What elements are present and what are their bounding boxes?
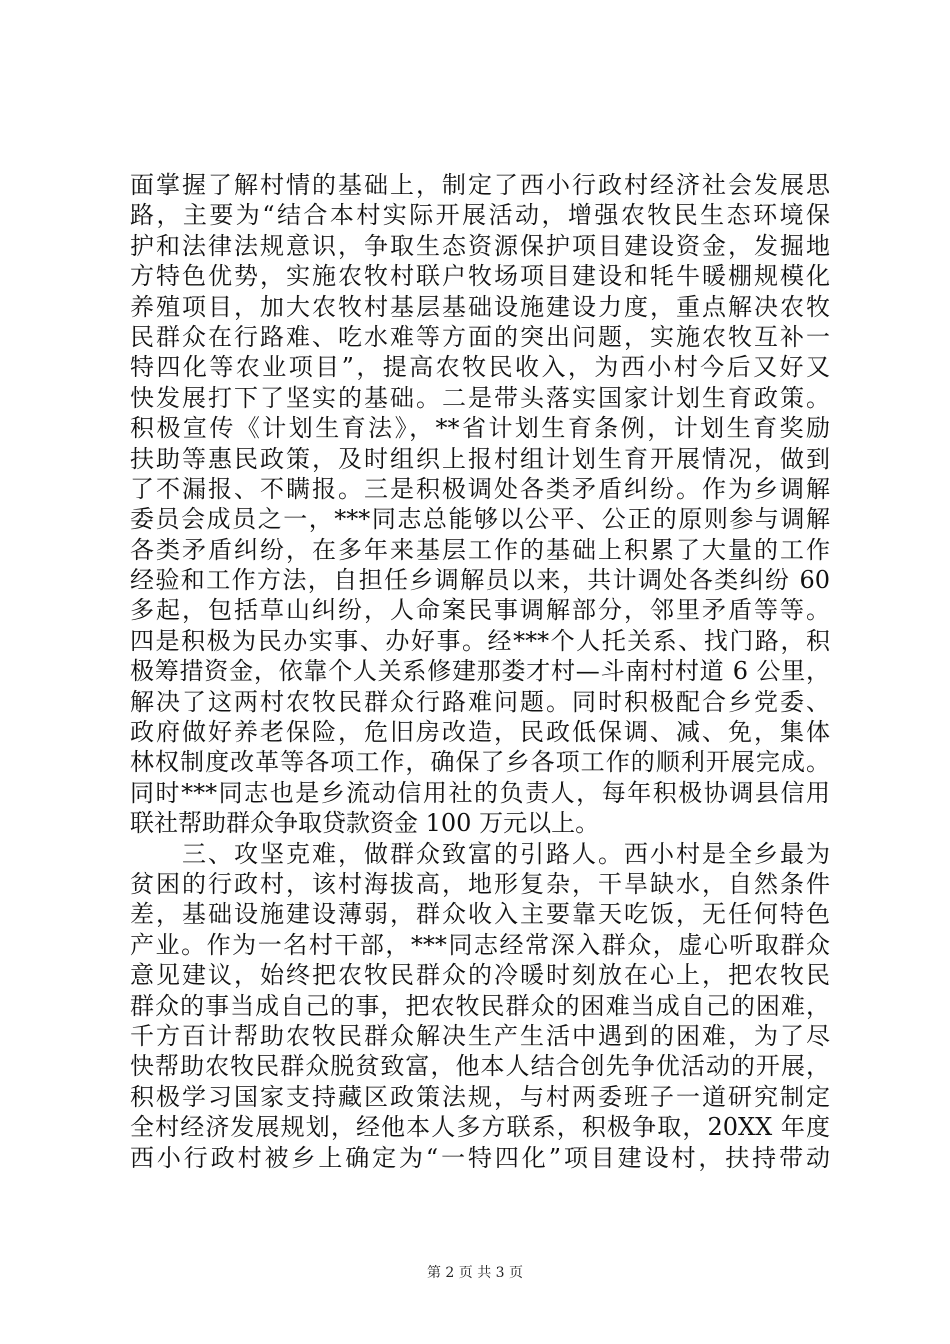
text-line: 路，主要为“结合本村实际开展活动，增强农牧民生态环境保 xyxy=(130,201,830,230)
text-line: 民群众在行路难、吃水难等方面的突出问题，实施农牧互补一 xyxy=(130,322,830,351)
text-line: 政府做好养老保险，危旧房改造，民政低保调、减、免，集体 xyxy=(130,718,830,747)
text-line: 养殖项目，加大农牧村基层基础设施建设力度，重点解决农牧 xyxy=(130,292,830,321)
text-line: 贫困的行政村，该村海拔高，地形复杂，干旱缺水，自然条件 xyxy=(130,869,830,898)
text-line: 快发展打下了坚实的基础。二是带头落实国家计划生育政策。 xyxy=(130,383,830,412)
text-line: 三、攻坚克难，做群众致富的引路人。西小村是全乡最为 xyxy=(182,839,830,868)
text-line: 联社帮助群众争取贷款资金 100 万元以上。 xyxy=(130,809,600,838)
text-line: 千方百计帮助农牧民群众解决生产生活中遇到的困难，为了尽 xyxy=(130,1021,830,1050)
text-line: 群众的事当成自己的事，把农牧民群众的困难当成自己的困难， xyxy=(130,991,830,1020)
body-text xyxy=(130,170,830,1173)
text-line: 方特色优势，实施农牧村联户牧场项目建设和牦牛暖棚规模化 xyxy=(130,262,830,291)
text-line: 扶助等惠民政策，及时组织上报村组计划生育开展情况，做到 xyxy=(130,444,830,473)
text-line: 意见建议，始终把农牧民群众的冷暖时刻放在心上，把农牧民 xyxy=(130,961,830,990)
text-line: 差，基础设施建设薄弱，群众收入主要靠天吃饭，无任何特色 xyxy=(130,900,830,929)
text-line: 各类矛盾纠纷，在多年来基层工作的基础上积累了大量的工作 xyxy=(130,535,830,564)
text-line: 护和法律法规意识，争取生态资源保护项目建设资金，发掘地 xyxy=(130,231,830,260)
text-line: 产业。作为一名村干部，***同志经常深入群众，虚心听取群众 xyxy=(130,930,830,959)
text-line: 特四化等农业项目”，提高农牧民收入，为西小村今后又好又 xyxy=(130,353,830,382)
text-line: 同时***同志也是乡流动信用社的负责人，每年积极协调县信用 xyxy=(130,778,830,807)
page-number-footer: 第 2 页 共 3 页 xyxy=(426,1265,524,1281)
text-line: 经验和工作方法，自担任乡调解员以来，共计调处各类纠纷 60 xyxy=(130,566,830,595)
text-line: 多起，包括草山纠纷，人命案民事调解部分，邻里矛盾等等。 xyxy=(130,596,830,625)
text-line: 解决了这两村农牧民群众行路难问题。同时积极配合乡党委、 xyxy=(130,687,830,716)
text-line: 全村经济发展规划，经他本人多方联系，积极争取，20XX 年度 xyxy=(130,1113,830,1142)
text-line: 快帮助农牧民群众脱贫致富，他本人结合创先争优活动的开展， xyxy=(130,1052,830,1081)
text-line: 西小行政村被乡上确定为“一特四化”项目建设村，扶持带动 xyxy=(130,1143,830,1172)
text-line: 林权制度改革等各项工作，确保了乡各项工作的顺利开展完成。 xyxy=(130,748,830,777)
text-line: 委员会成员之一，***同志总能够以公平、公正的原则参与调解 xyxy=(130,505,830,534)
text-line: 四是积极为民办实事、办好事。经***个人托关系、找门路，积 xyxy=(130,626,830,655)
text-line: 面掌握了解村情的基础上，制定了西小行政村经济社会发展思 xyxy=(130,171,830,199)
text-line: 了不漏报、不瞒报。三是积极调处各类矛盾纠纷。作为乡调解 xyxy=(130,474,830,503)
text-line: 积极宣传《计划生育法》，**省计划生育条例，计划生育奖励 xyxy=(130,414,830,443)
text-line: 极筹措资金，依靠个人关系修建那娄才村—斗南村村道 6 公里， xyxy=(130,657,830,686)
text-line: 积极学习国家支持藏区政策法规，与村两委班子一道研究制定 xyxy=(130,1082,830,1111)
